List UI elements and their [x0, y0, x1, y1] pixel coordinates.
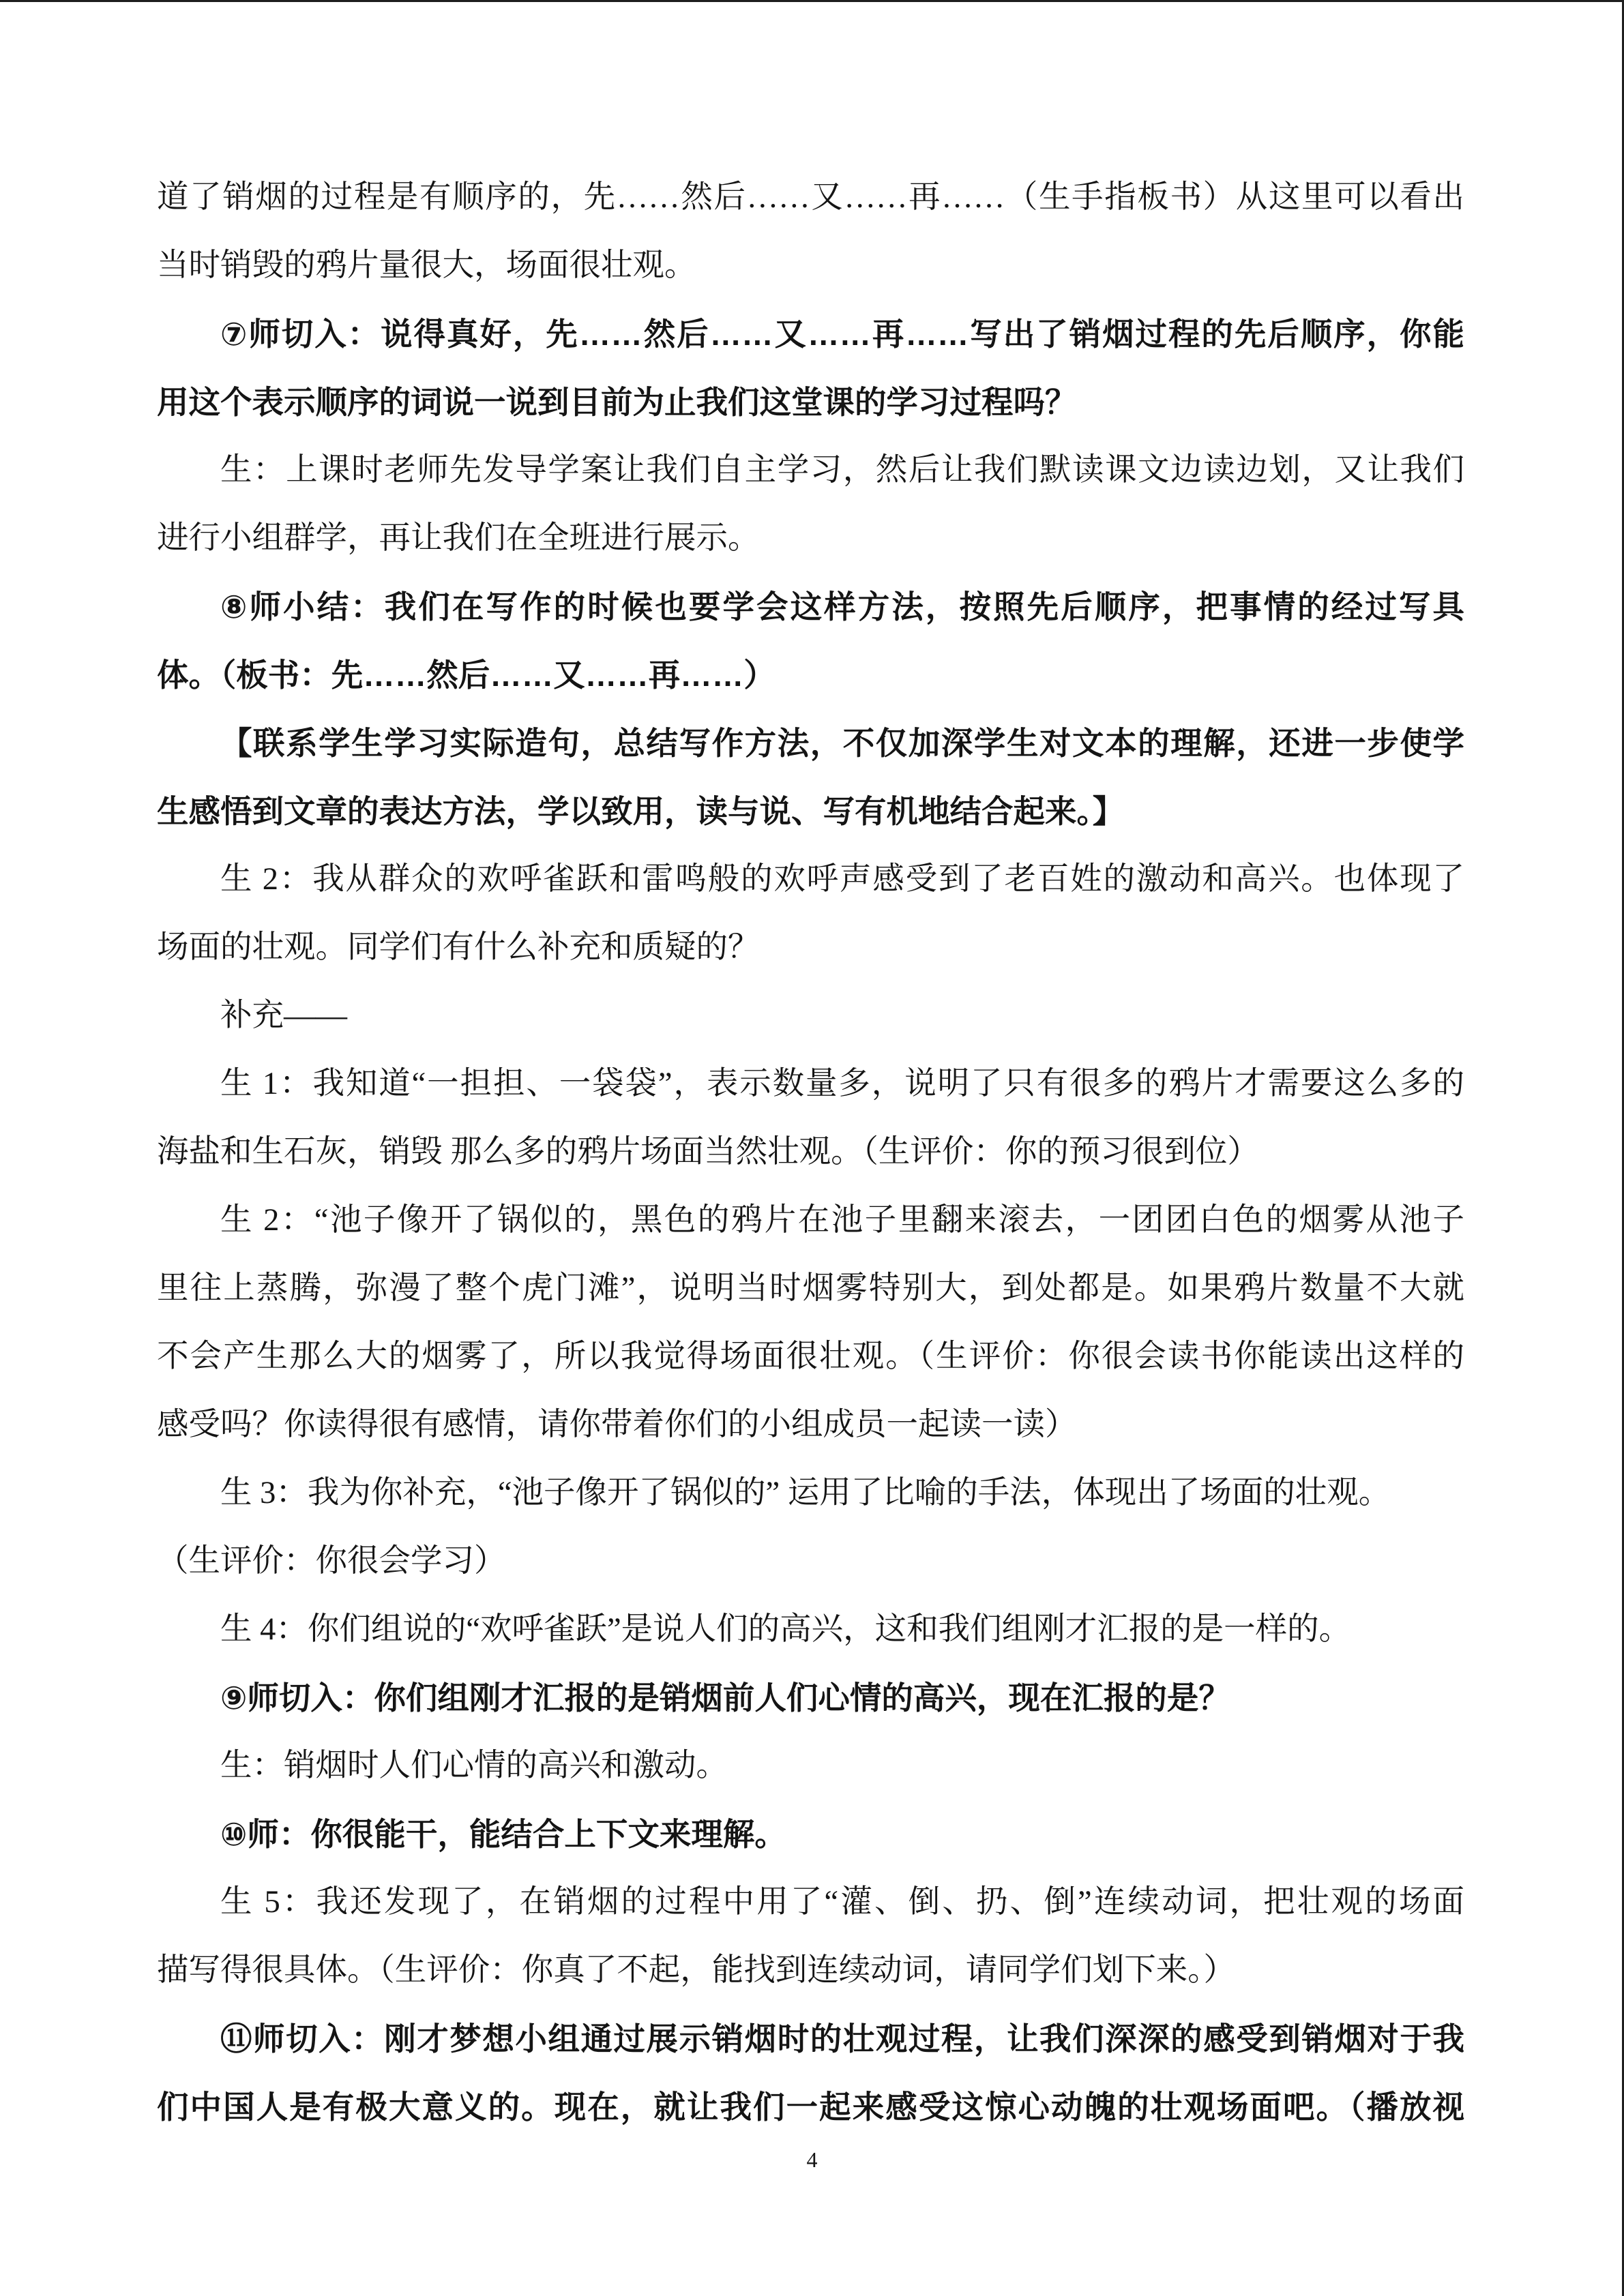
text-line: 不会产生那么大的烟雾了，所以我觉得场面很壮观。（生评价：你很会读书你能读出这样的	[157, 1339, 1464, 1374]
teacher-comment-10	[157, 1800, 1464, 1868]
text-line: 生感悟到文章的表达方法，学以致用，读与说、写有机地结合起来。】	[157, 794, 1125, 829]
student-5-comment	[157, 1868, 1464, 2005]
text-line: （生评价：你很会学习）	[157, 1544, 506, 1579]
page-number: 4	[806, 2147, 818, 2172]
text-line: 生：销烟时人们心情的高兴和激动。	[220, 1748, 728, 1783]
teacher-prompt-9	[157, 1664, 1464, 1732]
text-line: 生 2：“池子像开了锅似的，黑色的鸦片在池子里翻来滚去，一团团白色的烟雾从池子	[220, 1203, 1464, 1238]
teacher-prompt-7	[157, 300, 1464, 436]
text-line: 用这个表示顺序的词说一说到目前为止我们这堂课的学习过程吗？	[157, 385, 1077, 420]
student-4-comment	[157, 1596, 1464, 1664]
text-line: 生：上课时老师先发导学案让我们自主学习，然后让我们默读课文边读边划，又让我们	[220, 453, 1464, 488]
text-line: 生 1：我知道“一担担、一袋袋”，表示数量多，说明了只有很多的鸦片才需要这么多的	[220, 1067, 1464, 1101]
supplement-heading	[157, 982, 1464, 1050]
text-line: 当时销毁的鸦片量很大，场面很壮观。	[157, 248, 696, 283]
text-line: ⑨师切入：你们组刚才汇报的是销烟前人们心情的高兴，现在汇报的是？	[220, 1680, 1230, 1716]
text-line: 生 4：你们组说的“欢呼雀跃”是说人们的高兴，这和我们组刚才汇报的是一样的。	[220, 1612, 1351, 1647]
document-body	[157, 164, 1464, 2141]
page-border-top	[0, 0, 1624, 2]
text-line: 生 3：我为你补充，“池子像开了锅似的” 运用了比喻的手法，体现出了场面的壮观。	[220, 1476, 1391, 1510]
text-line: 描写得很具体。（生评价：你真了不起，能找到连续动词，请同学们划下来。）	[157, 1953, 1235, 1988]
text-line: ⑦师切入：说得真好，先……然后……又……再……写出了销烟过程的先后顺序，你能	[220, 316, 1464, 352]
design-note	[157, 709, 1464, 846]
text-line: 场面的壮观。同学们有什么补充和质疑的？	[157, 930, 760, 965]
teacher-prompt-11	[157, 2005, 1464, 2141]
text-line: 感受吗？你读得很有感情，请你带着你们的小组成员一起读一读）	[157, 1407, 1077, 1442]
text-line: 海盐和生石灰，销毁 那么多的鸦片场面当然壮观。（生评价：你的预习很到位）	[157, 1135, 1259, 1169]
text-line: 体。（板书：先……然后……又……再……）	[157, 657, 776, 693]
text-line: 补充——	[220, 998, 347, 1033]
student-answer	[157, 436, 1464, 573]
text-line: ⑪师切入：刚才梦想小组通过展示销烟时的壮观过程，让我们深深的感受到销烟对于我	[220, 2021, 1464, 2057]
text-line: 【联系学生学习实际造句，总结写作方法，不仅加深学生对文本的理解，还进一步使学	[220, 726, 1464, 761]
text-line: ⑩师：你很能干，能结合上下文来理解。	[220, 1817, 786, 1852]
teacher-summary-8	[157, 573, 1464, 709]
text-line: 生 5：我还发现了，在销烟的过程中用了“灌、倒、扔、倒”连续动词，把壮观的场面	[220, 1885, 1464, 1920]
student-answer-2	[157, 1732, 1464, 1800]
student-3-comment	[157, 1459, 1464, 1596]
student-1-comment	[157, 1050, 1464, 1187]
text-line: 道了销烟的过程是有顺序的，先……然后……又……再……（生手指板书）从这里可以看出	[157, 180, 1464, 215]
student-2-report	[157, 846, 1464, 982]
text-line: ⑧师小结：我们在写作的时候也要学会这样方法，按照先后顺序，把事情的经过写具	[220, 589, 1464, 625]
paragraph-continuation	[157, 164, 1464, 300]
text-line: 进行小组群学，再让我们在全班进行展示。	[157, 521, 760, 556]
student-2-comment	[157, 1187, 1464, 1459]
text-line: 里往上蒸腾，弥漫了整个虎门滩”，说明当时烟雾特别大，到处都是。如果鸦片数量不大就	[157, 1271, 1464, 1306]
text-line: 生 2：我从群众的欢呼雀跃和雷鸣般的欢呼声感受到了老百姓的激动和高兴。也体现了	[220, 862, 1464, 897]
text-line: 们中国人是有极大意义的。现在，就让我们一起来感受这惊心动魄的壮观场面吧。（播放视	[157, 2089, 1464, 2125]
